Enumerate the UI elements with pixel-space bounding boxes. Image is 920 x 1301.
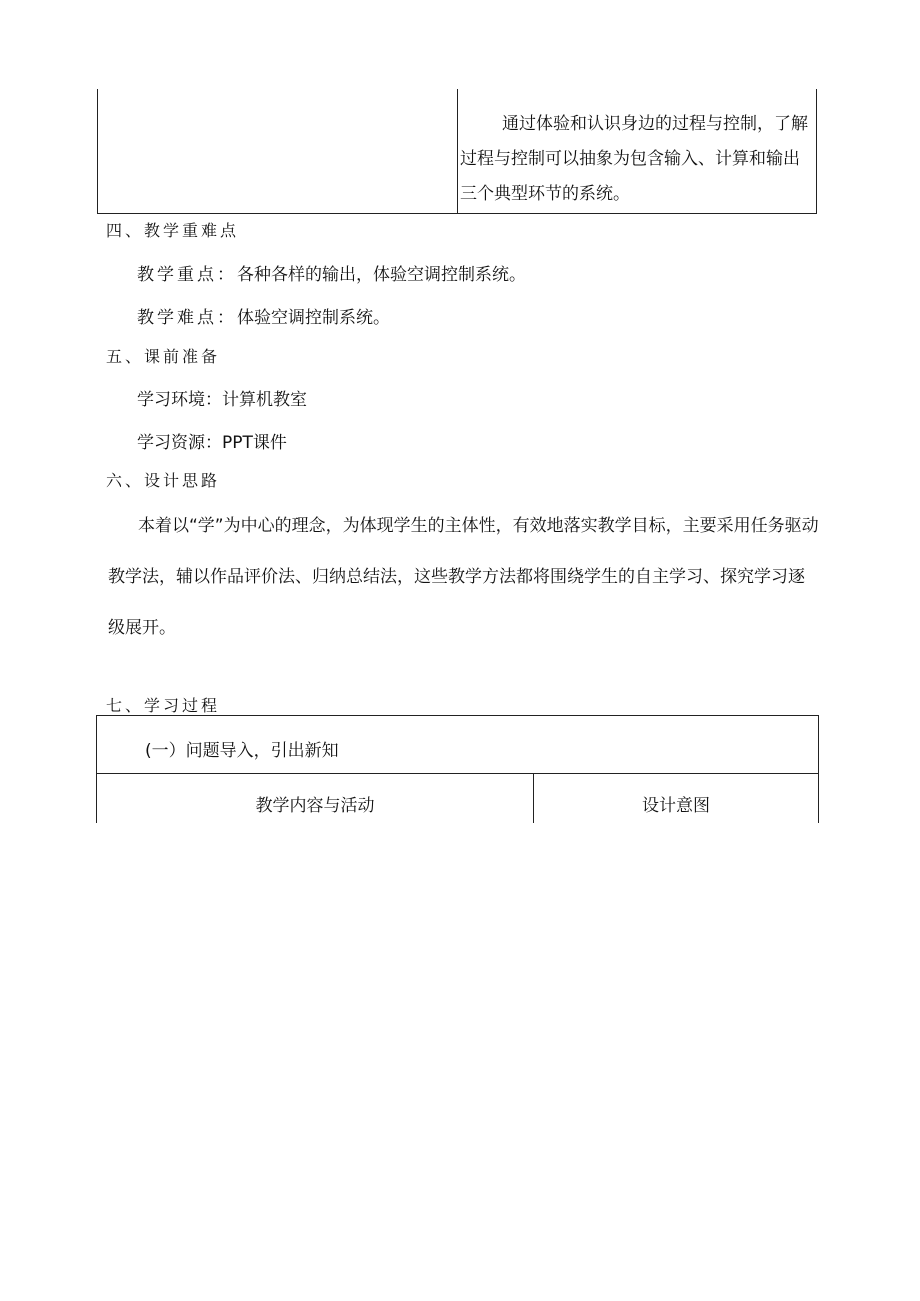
table-row-divider (97, 773, 818, 774)
table-divider (457, 89, 458, 213)
section-6-heading: 六、设计思路 (106, 471, 221, 490)
key-point-label: 教学重点： (137, 265, 237, 285)
process-table (96, 715, 819, 823)
process-step-title: (一）问题导入，引出新知 (145, 741, 339, 761)
section-7-heading: 七、学习过程 (106, 696, 221, 715)
section-4-heading: 四、教学重难点 (106, 221, 240, 240)
difficult-point-text: 体验空调控制系统。 (237, 308, 390, 328)
difficult-point-label: 教学难点： (137, 308, 237, 328)
section-5-heading: 五、课前准备 (106, 347, 221, 366)
objective-cell: 通过体验和认识身边的过程与控制，了解过程与控制可以抽象为包含输入、计算和输出三个典型环节的系统。 (460, 114, 808, 204)
column-header-content: 教学内容与活动 (255, 796, 375, 816)
learning-environment: 学习环境：计算机教室 (137, 390, 307, 410)
key-point-text: 各种各样的输出，体验空调控制系统。 (237, 265, 526, 285)
difficult-point-line (137, 303, 390, 328)
objectives-table (97, 89, 817, 214)
column-header-intent: 设计意图 (642, 796, 710, 816)
design-paragraph: 本着以“学”为中心的理念，为体现学生的主体性，有效地落实教学目标，主要采用任务驱动教学法，辅以作品评价法、归纳总结法，这些教学方法都将围绕学生的自主学习、探究学习逐级展开。 (108, 516, 819, 638)
learning-resources: 学习资源：PPT课件 (137, 433, 287, 453)
key-point-line (137, 260, 526, 285)
